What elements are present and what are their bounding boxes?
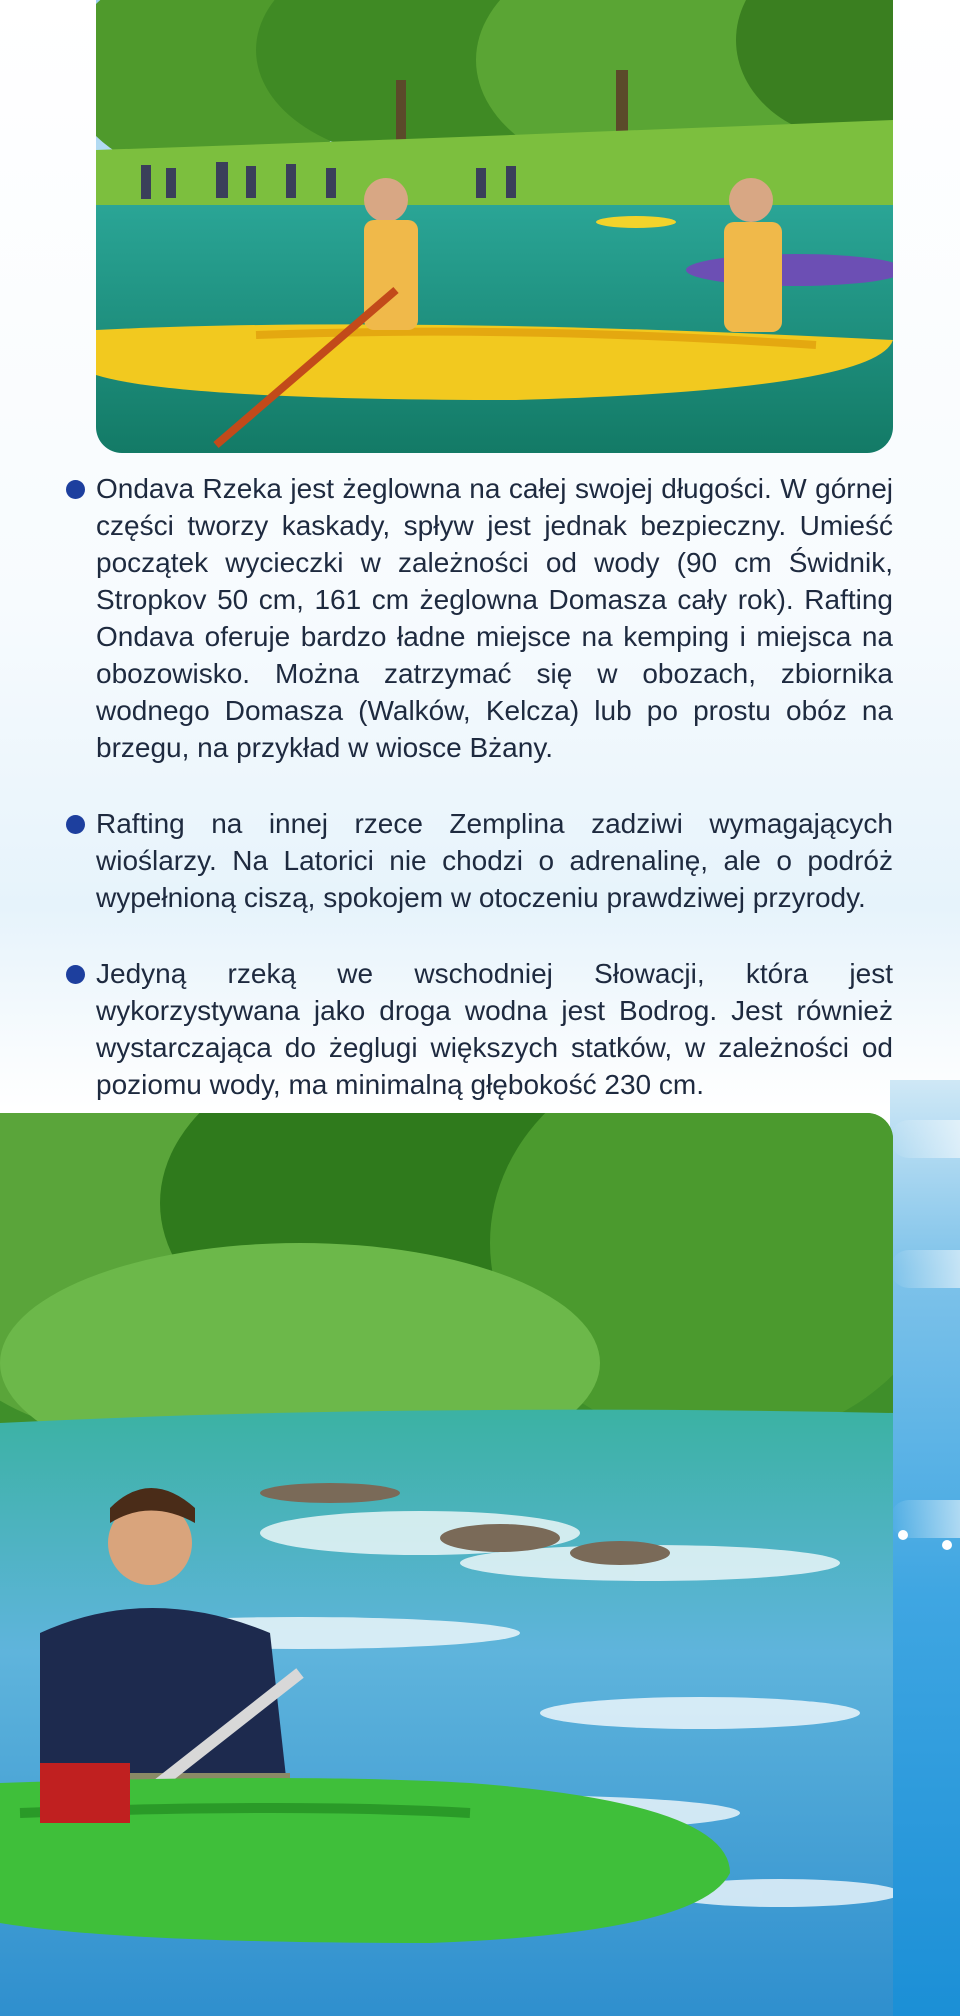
bullet-text: Rafting na innej rzece Zemplina zadziwi wymagających wioślarzy. Na Latorici nie chodzi o adrenalinę, ale o podróż wypełnioną ciszą, spokojem w otoczeniu prawdziwej przyrody. — [96, 808, 893, 913]
bullet-text: Ondava Rzeka jest żeglowna na całej swojej długości. W górnej części tworzy kaskady, spływ jest jednak bezpieczny. Umieść początek wycieczki w zależności od wody (90 cm Świdnik, Stropkov 50 cm, 161 cm żeglowna Domasza cały rok). Rafting Ondava oferuje bardzo ładne miejsce na kemping i miejsca na obozowisko. Można zatrzymać się w obozach, zbiornika wodnego Domasza (Walków, Kelcza) lub po prostu obóz na brzegu, na przykład w wiosce Bżany. — [96, 473, 893, 763]
decorative-blue-wave — [890, 1080, 960, 2016]
bullet-dot-icon — [66, 965, 85, 984]
bullet-dot-icon — [66, 815, 85, 834]
bullet-dot-icon — [66, 480, 85, 499]
photo-canoeing-lake — [96, 0, 893, 453]
bullet-bodrog — [96, 955, 893, 1103]
bullet-latorica — [96, 805, 893, 916]
photo-river-canoe — [0, 1113, 893, 2016]
bullet-text: Jedyną rzeką we wschodniej Słowacji, która jest wykorzystywana jako droga wodna jest Bodrog. Jest również wystarczająca do żeglugi większych statków, w zależności od poziomu wody, ma minimalną głębokość 230 cm. — [96, 958, 893, 1100]
bullet-ondava — [96, 470, 893, 766]
